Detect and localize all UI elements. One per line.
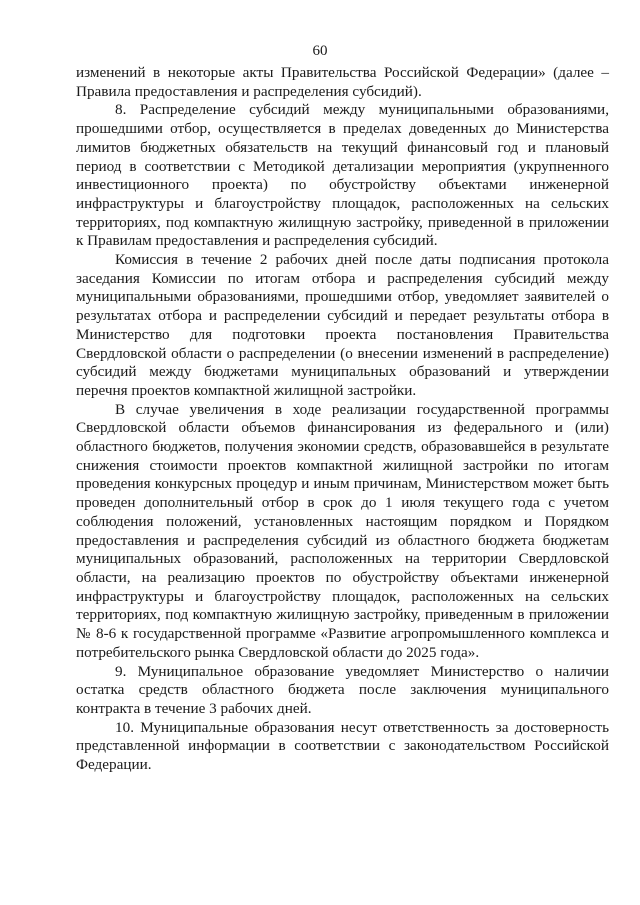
paragraph-additional-selection: В случае увеличения в ходе реализации государственной программы Свердловской области объемов финансирования из федерального и (или) областного бюджетов, получения экономии средств, образовавшейся в результате снижения стоимости проектов компактной жилищной застройки по итогам проведения конкурсных процедур и иным причинам, Министерством может быть проведен дополнительный отбор в срок до 1 июля текущего года с учетом соблюдения положений, установленных настоящим порядком и Порядком предоставления и распределения субсидий из областного бюджета бюджетам муниципальных образований, расположенных на территории Свердловской области, на реализацию проектов по обустройству объектами инженерной инфраструктуры и благоустройству площадок, расположенных на сельских территориях, под компактную жилищную застройку, приведенным в приложении № 8-6 к государственной программе «Развитие агропромышленного комплекса и потребительского рынка Свердловской области до 2025 года». xyxy=(76,400,609,661)
page-number: 60 xyxy=(312,43,328,59)
paragraph-commission: Комиссия в течение 2 рабочих дней после даты подписания протокола заседания Комиссии по итогам отбора и распределения субсидий между муниципальными образованиями, прошедшими отбор, уведомляет заявителей о результатах отбора и распределении субсидий и передает результаты отбора в Министерство для подготовки проекта постановления Правительства Свердловской области о распределении (о внесении изменений в распределение) субсидий между бюджетами муниципальных образований и утверждении перечня проектов компактной жилищной застройки. xyxy=(76,251,609,399)
paragraph-continuation: изменений в некоторые акты Правительства Российской Федерации» (далее – Правила предоставления и распределения субсидий). xyxy=(76,64,609,100)
document-body xyxy=(76,64,609,775)
paragraph-clause-8: 8. Распределение субсидий между муниципальными образованиями, прошедшими отбор, осуществляется в пределах доведенных до Министерства лимитов бюджетных обязательств на текущий финансовый год и плановый период в соответствии с Методикой детализации мероприятия (укрупненного инвестиционного проекта) по обустройству объектами инженерной инфраструктуры и благоустройству площадок, расположенных на сельских территориях, под компактную жилищную застройку, приведенной в приложении к Правилам предоставления и распределения субсидий. xyxy=(76,101,609,250)
paragraph-clause-9: 9. Муниципальное образование уведомляет Министерство о наличии остатка средств областного бюджета после заключения муниципального контракта в течение 3 рабочих дней. xyxy=(76,662,609,717)
paragraph-clause-10: 10. Муниципальные образования несут ответственность за достоверность представленной информации в соответствии с законодательством Российской Федерации. xyxy=(76,718,609,774)
